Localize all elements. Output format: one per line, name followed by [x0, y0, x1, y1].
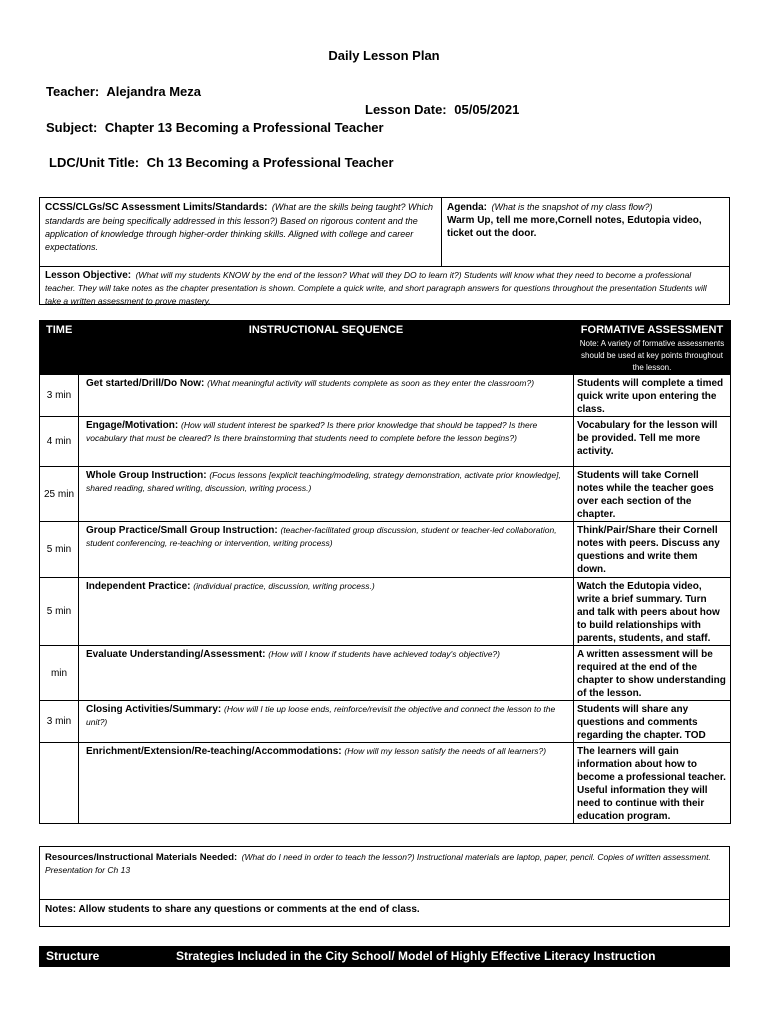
- sequence-cell: [79, 417, 574, 467]
- sequence-cell: [79, 701, 574, 743]
- lesson-date-line: [365, 102, 523, 117]
- step-prompt: (How will I tie up loose ends, reinforce/revisit the objective and connect the lesson to the unit?): [86, 704, 556, 727]
- resources-text: (What do I need in order to teach the lesson?) Instructional materials are laptop, paper, pencil. Copies of written assessment. Presentation for Ch 13: [45, 852, 711, 875]
- time-cell: 3 min: [40, 375, 79, 417]
- resources-notes-box: [39, 846, 730, 927]
- step-label: Independent Practice:: [86, 581, 191, 592]
- step-prompt: (Focus lessons [explicit teaching/modeling, strategy demonstration, activate prior knowledge], shared reading, shared writing, discussion, writing process.): [86, 470, 561, 493]
- teacher-line: [46, 84, 205, 99]
- formative-cell: Students will complete a timed quick write upon entering the class.: [574, 375, 731, 417]
- time-cell: 3 min: [40, 701, 79, 743]
- formative-note: Note: A variety of formative assessments should be used at key points throughout the lesson.: [579, 339, 725, 372]
- formative-cell: Students will share any questions and comments regarding the chapter. TOD: [574, 701, 731, 743]
- time-header: TIME: [40, 321, 79, 375]
- sequence-cell: [79, 743, 574, 824]
- step-prompt: (teacher-facilitated group discussion, student or teacher-led collaboration, student conferencing, re-teaching or intervention, writing process): [86, 525, 557, 548]
- time-cell: 5 min: [40, 578, 79, 646]
- table-row: [40, 646, 731, 701]
- teacher-name: Alejandra Meza: [106, 84, 202, 99]
- step-prompt: (How will student interest be sparked? Is there prior knowledge that should be tapped? Is there vocabulary that must be cleared? Is there brainstorming that students need to complete before the lesson begins?): [86, 420, 538, 443]
- sequence-cell: [79, 578, 574, 646]
- table-row: [40, 701, 731, 743]
- table-header-row: [40, 321, 731, 375]
- standards-cell: [40, 198, 442, 267]
- sequence-cell: [79, 522, 574, 578]
- formative-header: [574, 321, 731, 375]
- agenda-cell: [441, 198, 729, 267]
- table-row: [40, 522, 731, 578]
- table-row: [40, 417, 731, 467]
- standards-prompt: (What are the skills being taught? Which standards are being specifically addressed in this lesson?) Based on rigorous content and the application of knowledge through higher-order thinking skills. Aligned with college and career expectations.: [45, 202, 433, 252]
- formative-header-label: FORMATIVE ASSESSMENT: [580, 324, 724, 336]
- objective-cell: [40, 266, 729, 304]
- time-cell: min: [40, 646, 79, 701]
- formative-cell: Think/Pair/Share their Cornell notes with peers. Discuss any questions and write them down.: [574, 522, 731, 578]
- document-title: Daily Lesson Plan: [328, 48, 440, 63]
- step-prompt: (What meaningful activity will students complete as soon as they enter the classroom?): [207, 378, 535, 388]
- step-prompt: (How will I know if students have achieved today's objective?): [268, 649, 500, 659]
- table-row: [40, 467, 731, 522]
- table-row: [40, 743, 731, 824]
- instructional-sequence-table: [39, 320, 731, 824]
- structure-label: Structure: [46, 949, 100, 963]
- lesson-date: 05/05/2021: [454, 102, 520, 117]
- subject-line: [46, 120, 388, 135]
- resources-cell: [40, 847, 729, 900]
- sequence-cell: [79, 646, 574, 701]
- step-label: Engage/Motivation:: [86, 420, 179, 431]
- time-cell: 25 min: [40, 467, 79, 522]
- standards-label: CCSS/CLGs/SC Assessment Limits/Standards:: [45, 202, 268, 213]
- subject-label: Subject:: [46, 120, 98, 135]
- step-label: Group Practice/Small Group Instruction:: [86, 525, 278, 536]
- teacher-label: Teacher:: [46, 84, 100, 99]
- lesson-date-label: Lesson Date:: [365, 102, 447, 117]
- unit-title-line: [49, 155, 398, 170]
- agenda-prompt: (What is the snapshot of my class flow?): [491, 202, 653, 212]
- step-label: Get started/Drill/Do Now:: [86, 378, 205, 389]
- time-cell: 4 min: [40, 417, 79, 467]
- time-cell: 5 min: [40, 522, 79, 578]
- strategies-header-bar: [39, 946, 730, 967]
- step-label: Enrichment/Extension/Re-teaching/Accommodations:: [86, 746, 342, 757]
- standards-agenda-box: [39, 197, 730, 305]
- step-prompt: (individual practice, discussion, writing process.): [193, 581, 375, 591]
- formative-cell: Students will take Cornell notes while the teacher goes over each section of the chapter.: [574, 467, 731, 522]
- notes-text: Notes: Allow students to share any questions or comments at the end of class.: [45, 904, 420, 915]
- formative-cell: Vocabulary for the lesson will be provided. Tell me more activity.: [574, 417, 731, 467]
- step-label: Evaluate Understanding/Assessment:: [86, 649, 266, 660]
- table-row: [40, 578, 731, 646]
- unit-label: LDC/Unit Title:: [49, 155, 140, 170]
- formative-cell: Watch the Edutopia video, write a brief summary. Turn and talk with peers about how to build relationships with parents, students, and staff.: [574, 578, 731, 646]
- objective-label: Lesson Objective:: [45, 270, 132, 281]
- agenda-text: Warm Up, tell me more,Cornell notes, Edutopia video, ticket out the door.: [447, 215, 702, 239]
- sequence-header: INSTRUCTIONAL SEQUENCE: [79, 321, 574, 375]
- strategies-label: Strategies Included in the City School/ Model of Highly Effective Literacy Instruction: [176, 949, 656, 963]
- sequence-cell: [79, 467, 574, 522]
- step-prompt: (How will my lesson satisfy the needs of all learners?): [344, 746, 547, 756]
- objective-text: (What will my students KNOW by the end of the lesson? What will they DO to learn it?) Students will know what they need to become a professional teacher. They will take notes as the chapter presentation is shown. Complete a quick write, and short paragraph answers for questions throughout the presentation Students will take a written assessment to prove mastery.: [45, 270, 707, 306]
- table-row: [40, 375, 731, 417]
- sequence-cell: [79, 375, 574, 417]
- time-cell: [40, 743, 79, 824]
- resources-label: Resources/Instructional Materials Needed:: [45, 852, 238, 863]
- step-label: Closing Activities/Summary:: [86, 704, 222, 715]
- agenda-label: Agenda:: [447, 202, 487, 213]
- formative-cell: A written assessment will be required at the end of the chapter to show understanding of the lesson.: [574, 646, 731, 701]
- unit-title: Ch 13 Becoming a Professional Teacher: [146, 155, 394, 170]
- formative-cell: The learners will gain information about how to become a professional teacher. Useful information they will need to continue with their education program.: [574, 743, 731, 824]
- step-label: Whole Group Instruction:: [86, 470, 207, 481]
- subject-value: Chapter 13 Becoming a Professional Teacher: [104, 120, 384, 135]
